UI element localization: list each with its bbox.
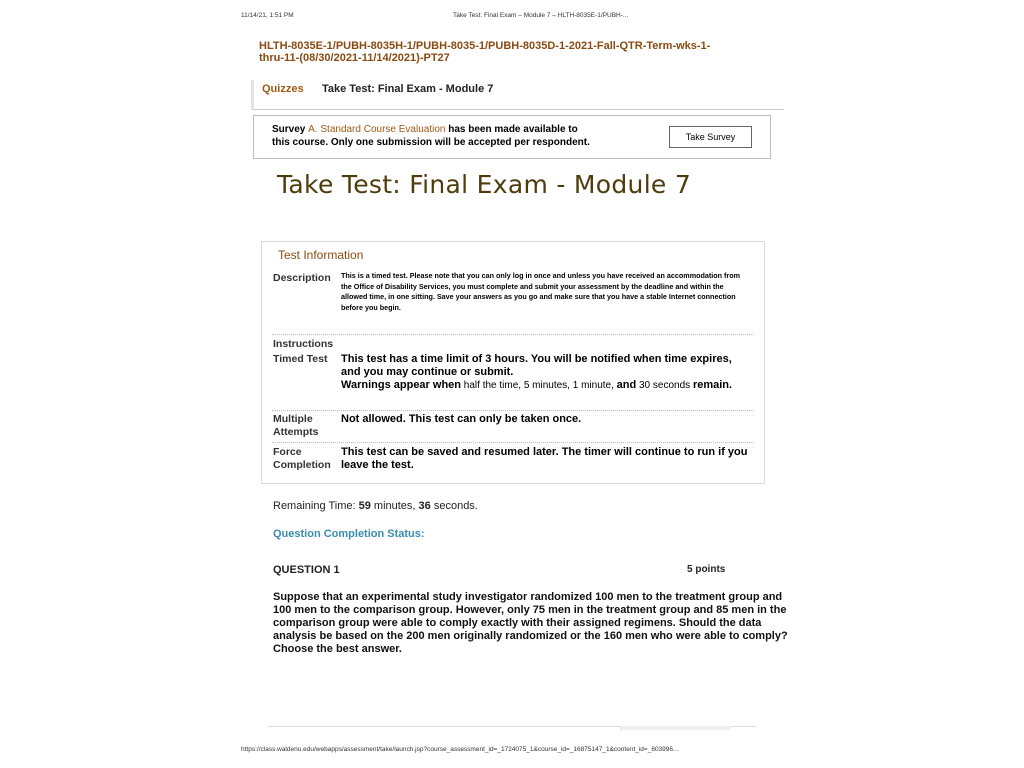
take-survey-button[interactable]: Take Survey [669, 126, 752, 148]
divider [272, 410, 754, 411]
description-label: Description [273, 272, 331, 284]
survey-label: Survey [272, 124, 306, 135]
force-completion-text: This test can be saved and resumed later. The timer will continue to run if you leave the test. [341, 446, 748, 471]
survey-notice [253, 115, 771, 159]
warnings-e: remain. [692, 379, 733, 391]
breadcrumb-current: Take Test: Final Exam - Module 7 [322, 83, 494, 95]
divider [272, 334, 754, 335]
remaining-suffix: seconds. [430, 500, 478, 512]
remaining-time [273, 500, 478, 512]
remaining-seconds: 36 [418, 500, 431, 512]
divider [272, 442, 754, 443]
instructions-label: Instructions [273, 338, 334, 350]
force-completion-label: Force Completion [273, 446, 331, 471]
print-title: Take Test: Final Exam – Module 7 – HLTH-8035E-1/PUBH-... [453, 12, 629, 19]
timed-test-warnings [341, 379, 751, 392]
course-title[interactable] [259, 40, 779, 64]
question-completion-status-toggle[interactable]: Question Completion Status: [273, 528, 425, 540]
remaining-minutes: 59 [358, 500, 371, 512]
multiple-attempts-text: Not allowed. This test can only be taken once. [341, 413, 582, 425]
print-footer-url: https://class.waldenu.edu/webapps/assessment/take/launch.jsp?course_assessment_id=_1724075_1&course_id=_16875147_1&content_id=_603996... [241, 746, 679, 753]
remaining-prefix: Remaining Time: [273, 500, 359, 512]
question-number: QUESTION 1 [273, 564, 340, 576]
breadcrumb [251, 80, 784, 110]
survey-message [272, 123, 652, 149]
warnings-c: and [616, 379, 637, 391]
warnings-a: Warnings appear when [341, 379, 462, 391]
warnings-d: 30 seconds [636, 380, 693, 391]
survey-message-part2: this course. Only one submission will be accepted per respondent. [272, 137, 590, 148]
timed-test-text [341, 353, 751, 392]
timed-test-line1: This test has a time limit of 3 hours. You will be notified when time expires, and you may continue or submit. [341, 353, 732, 378]
survey-message-part1: has been made available to [445, 124, 578, 135]
question-points: 5 points [687, 564, 726, 575]
test-information-panel [261, 241, 765, 484]
description-text: This is a timed test. Please note that you can only log in once and unless you have received an accommodation from the Office of Disability Services, you must complete and submit your assessment by the deadline and within the allowed time, in one sitting. Save your answers as you go and make sure that you have a stable Internet connection before you begin. [341, 271, 741, 312]
remaining-mid: minutes, [370, 500, 419, 512]
multiple-attempts-label: Multiple Attempts [273, 413, 319, 438]
warnings-b: half the time, 5 minutes, 1 minute, [461, 380, 617, 391]
course-title-line2: thru-11-(08/30/2021-11/14/2021)-PT27 [259, 52, 450, 64]
course-title-line1: HLTH-8035E-1/PUBH-8035H-1/PUBH-8035-1/PUBH-8035D-1-2021-Fall-QTR-Term-wks-1- [259, 40, 711, 52]
survey-link[interactable]: A. Standard Course Evaluation [308, 124, 446, 135]
timed-test-label: Timed Test [273, 353, 328, 365]
divider [620, 726, 731, 730]
question-text: Suppose that an experimental study investigator randomized 100 men to the treatment group and 100 men to the comparison group. However, only 75 men in the treatment group and 85 men in the comparison group were able to comply exactly with their assigned regimens. Should the data analysis be based on the 200 men originally randomized or the 160 men who were able to comply? Choose the best answer. [273, 591, 788, 655]
print-date: 11/14/21, 1:51 PM [241, 12, 294, 19]
breadcrumb-quizzes-link[interactable]: Quizzes [262, 83, 304, 95]
test-information-header: Test Information [278, 248, 364, 262]
page-title: Take Test: Final Exam - Module 7 [277, 170, 692, 199]
